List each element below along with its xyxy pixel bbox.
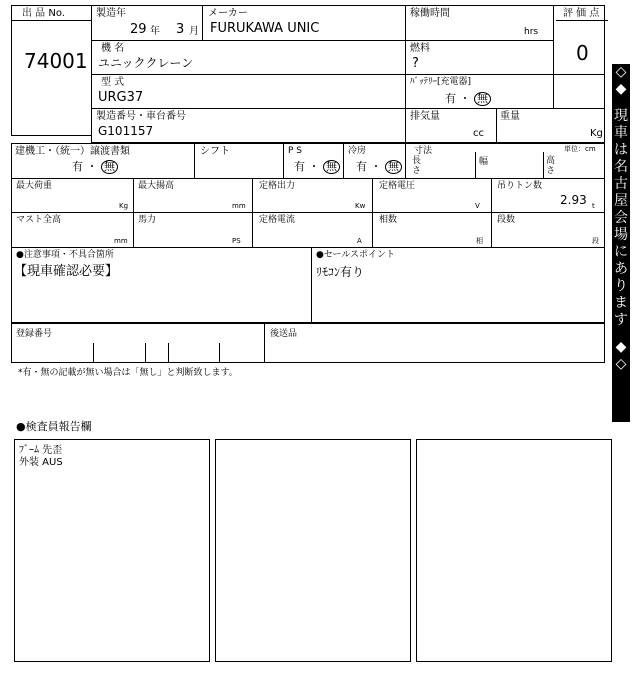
ac-dot: ・ xyxy=(370,160,382,173)
hours-unit: hrs xyxy=(524,27,539,37)
weight-unit: Kg xyxy=(590,128,603,139)
rated-output-label: 定格出力 xyxy=(259,181,296,191)
lot-number-value: 74001 xyxy=(24,49,88,73)
rating-value: 0 xyxy=(576,41,589,65)
horsepower-unit: PS xyxy=(232,237,241,245)
lot-number-label: 出 品 No. xyxy=(22,8,65,19)
max-lift-unit: mm xyxy=(232,202,246,210)
sidebar-char: ま xyxy=(614,295,628,311)
rated-voltage-label: 定格電圧 xyxy=(379,181,416,191)
width-label: 幅 xyxy=(479,157,489,167)
inspector-box-2 xyxy=(215,439,411,662)
inspector-box-3 xyxy=(416,439,612,662)
mast-height-label: マスト全高 xyxy=(16,215,62,225)
phase-label: 相数 xyxy=(379,215,398,225)
sidebar-char: す xyxy=(614,312,628,328)
sidebar-bottom-mark-2: ◇ xyxy=(615,356,627,372)
displacement-label: 排気量 xyxy=(410,111,440,122)
sidebar-char: 古 xyxy=(614,176,628,192)
model-name-value: ユニッククレーン xyxy=(98,56,194,70)
location-notice-sidebar xyxy=(612,64,630,422)
sidebar-char: に xyxy=(614,244,628,260)
inspector-box-1 xyxy=(14,439,210,662)
sidebar-char: 名 xyxy=(614,159,628,175)
year-suffix: 年 xyxy=(150,26,160,37)
ps-yes: 有 xyxy=(294,160,305,173)
displacement-unit: cc xyxy=(473,128,484,139)
specs-grid xyxy=(11,143,605,248)
fuel-label: 燃料 xyxy=(410,43,430,54)
fuel-value: ? xyxy=(412,56,419,71)
battery-no: 無 xyxy=(474,92,491,106)
sidebar-top-mark-1: ◇ xyxy=(615,64,627,80)
phase-unit: 相 xyxy=(476,237,483,245)
sidebar-char: 車 xyxy=(614,125,628,141)
defects-label: ●注意事項・不具合箇所 xyxy=(16,250,114,260)
inspector-note-2: 外装 AUS xyxy=(19,457,63,468)
max-load-unit: Kg xyxy=(119,202,129,210)
max-lift-label: 最大揚高 xyxy=(138,181,175,191)
battery-yes: 有 xyxy=(445,92,456,105)
horsepower-label: 馬力 xyxy=(138,215,157,225)
stages-unit: 段 xyxy=(592,237,599,245)
shipping-items-label: 後送品 xyxy=(270,329,298,339)
inspector-section-label: ●検査員報告欄 xyxy=(16,420,92,433)
ac-choice xyxy=(356,160,402,174)
serial-label: 製造番号・車台番号 xyxy=(96,111,186,122)
hours-label: 稼働時間 xyxy=(410,8,450,19)
defects-value: 【現車確認必要】 xyxy=(14,264,119,279)
height-label-1: 高 xyxy=(546,156,556,166)
rated-current-unit: A xyxy=(357,237,362,245)
ac-label: 冷房 xyxy=(348,146,367,156)
model-name-label: 機 名 xyxy=(101,43,125,54)
ps-no: 無 xyxy=(323,160,340,174)
maker-label: メーカー xyxy=(208,8,248,19)
ac-no: 無 xyxy=(385,160,402,174)
weight-label: 重量 xyxy=(500,111,520,122)
tonnage-unit: t xyxy=(592,202,595,210)
year-value: 29 xyxy=(130,22,147,37)
type-value: URG37 xyxy=(98,90,144,105)
sidebar-char: り xyxy=(614,278,628,294)
transfer-docs-label: 建機工・（統一）譲渡書類 xyxy=(15,146,130,157)
sidebar-char: 現 xyxy=(614,108,628,124)
dimensions-unit-note: 単位：cm xyxy=(564,145,596,153)
dimensions-label: 寸法 xyxy=(414,146,433,156)
rated-output-unit: Kw xyxy=(355,202,366,210)
tonnage-label: 吊りトン数 xyxy=(497,181,543,191)
month-suffix: 月 xyxy=(189,26,199,37)
sales-point-value: ﾘﾓｺﾝ有り xyxy=(316,265,365,279)
battery-choice xyxy=(445,92,491,106)
stages-label: 段数 xyxy=(497,215,516,225)
length-label-2: さ xyxy=(412,166,422,176)
year-label: 製造年 xyxy=(96,8,126,19)
sidebar-char: 屋 xyxy=(614,193,628,209)
ac-yes: 有 xyxy=(356,160,367,173)
ps-label: P S xyxy=(288,146,303,156)
ps-choice xyxy=(294,160,340,174)
registration-label: 登録番号 xyxy=(16,329,53,339)
rated-voltage-unit: V xyxy=(475,202,480,210)
inspector-note-1: ﾌﾞｰﾑ 先歪 xyxy=(19,445,63,456)
max-load-label: 最大荷重 xyxy=(16,181,53,191)
battery-label: ﾊﾞｯﾃﾘｰ[充電器] xyxy=(410,77,472,87)
rated-current-label: 定格電流 xyxy=(259,215,296,225)
type-label: 型 式 xyxy=(101,77,125,88)
registration-grid xyxy=(11,323,605,363)
mast-height-unit: mm xyxy=(114,237,128,245)
footnote: *有・無の記載が無い場合は「無し」と判断致します。 xyxy=(18,368,238,378)
tonnage-value: 2.93 xyxy=(560,193,587,207)
length-label-1: 長 xyxy=(412,156,422,166)
height-label-2: さ xyxy=(546,166,556,176)
sidebar-bottom-mark-1: ◆ xyxy=(615,339,627,355)
sales-point-label: ●セールスポイント xyxy=(316,250,396,260)
sidebar-char: 場 xyxy=(614,227,628,243)
sidebar-char: 会 xyxy=(614,210,628,226)
month-value: 3 xyxy=(176,22,185,37)
sidebar-top-mark-2: ◆ xyxy=(615,81,627,97)
sidebar-char: あ xyxy=(614,261,628,277)
battery-dot: ・ xyxy=(459,92,471,105)
transfer-docs-choice xyxy=(72,160,118,174)
transfer-no: 無 xyxy=(101,160,118,174)
transfer-yes: 有 xyxy=(72,160,83,173)
transfer-dot: ・ xyxy=(86,160,98,173)
shift-label: シフト xyxy=(200,146,230,157)
maker-value: FURUKAWA UNIC xyxy=(210,21,320,36)
ps-dot: ・ xyxy=(308,160,320,173)
sidebar-char: は xyxy=(614,142,628,158)
rating-label: 評 価 点 xyxy=(563,8,600,19)
serial-value: G101157 xyxy=(98,124,154,138)
